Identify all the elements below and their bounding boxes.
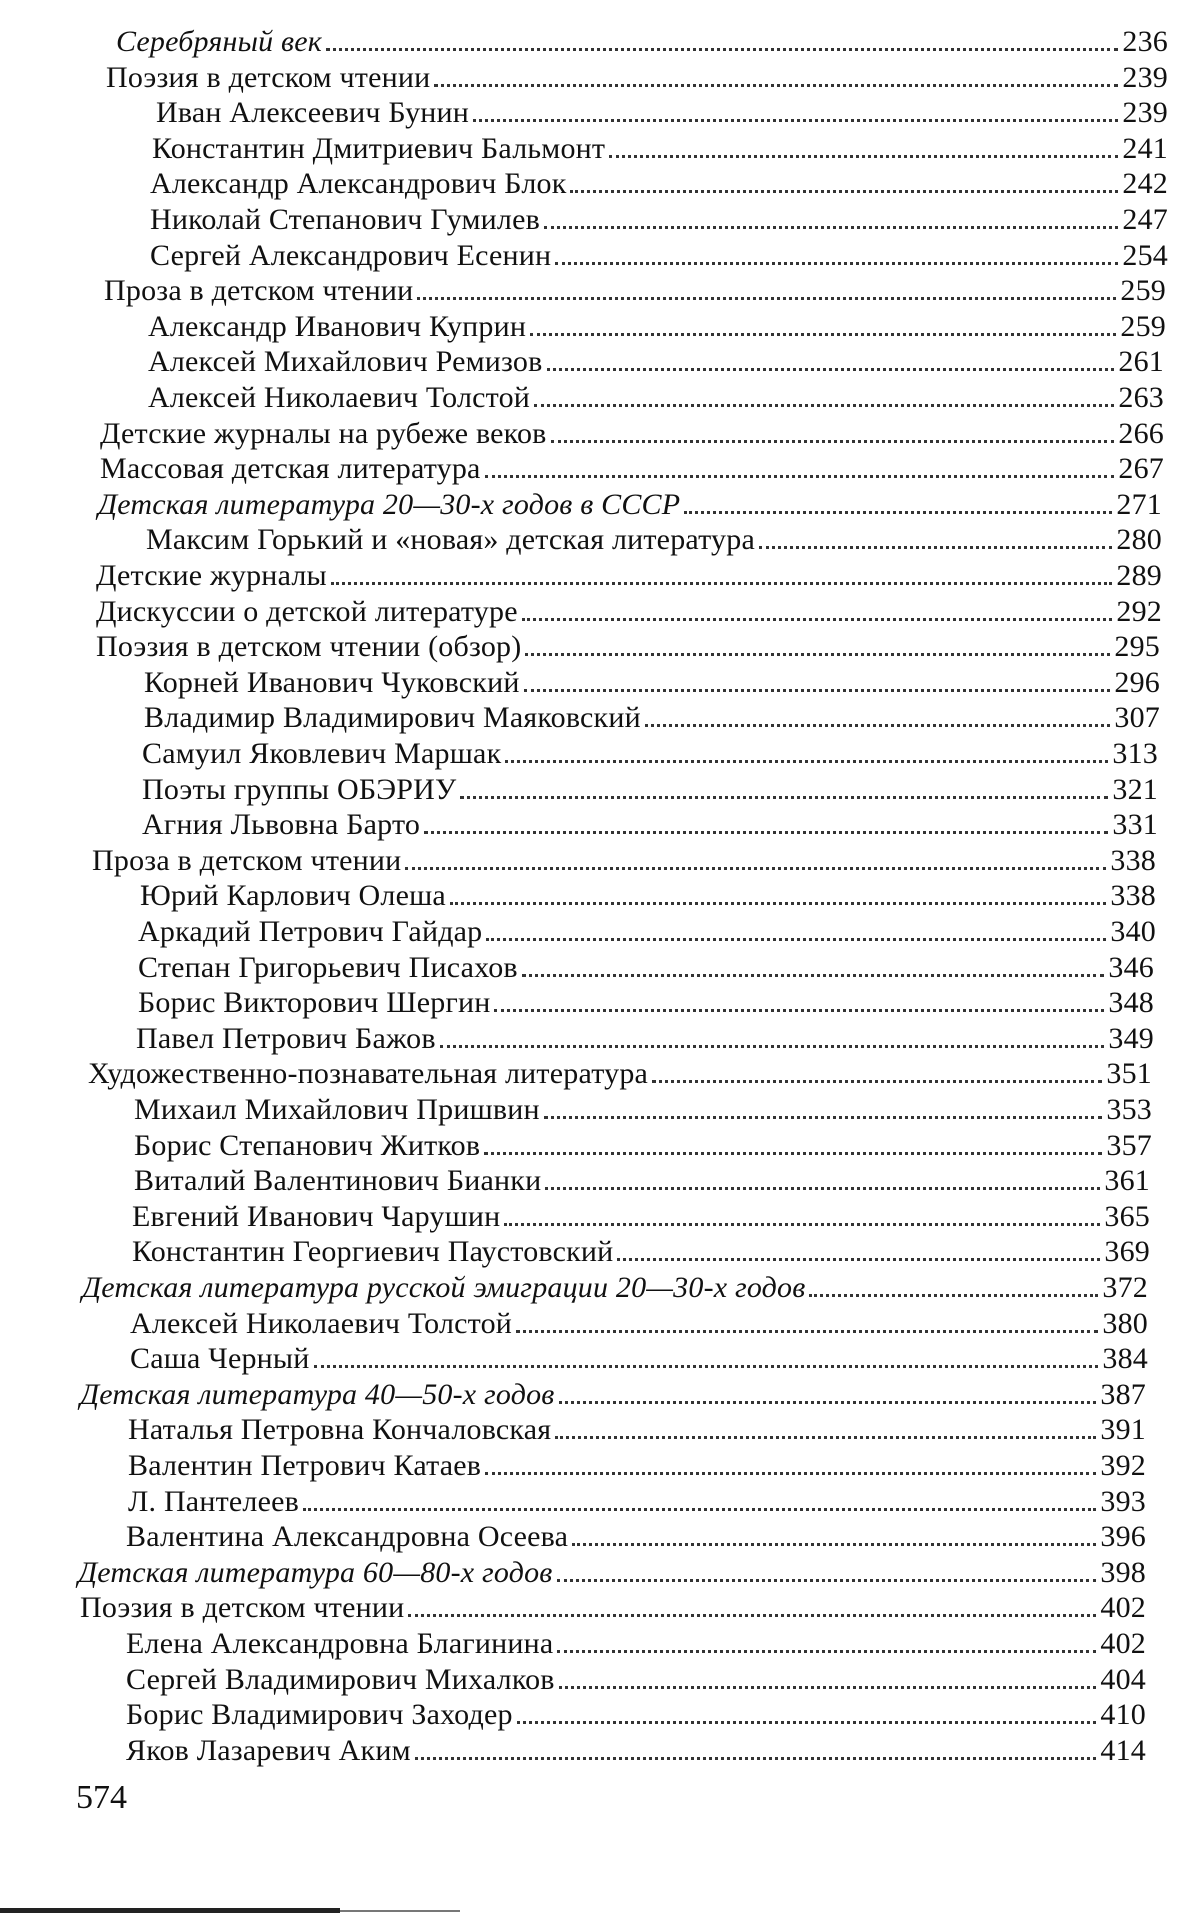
toc-entry bbox=[130, 1341, 1148, 1377]
toc-dot-leader bbox=[450, 902, 1106, 905]
toc-dot-leader bbox=[484, 1152, 1102, 1155]
toc-entry-page: 242 bbox=[1122, 167, 1168, 200]
toc-entry bbox=[144, 700, 1160, 736]
toc-entry-page: 372 bbox=[1102, 1271, 1148, 1304]
toc-dot-leader bbox=[415, 1757, 1097, 1760]
toc-dot-leader bbox=[572, 1543, 1096, 1546]
toc-dot-leader bbox=[759, 546, 1112, 549]
toc-entry-title: Николай Степанович Гумилев bbox=[150, 203, 540, 236]
toc-entry-title: Борис Владимирович Заходер bbox=[126, 1698, 513, 1731]
toc-entry-title: Максим Горький и «новая» детская литература bbox=[146, 523, 755, 556]
toc-entry-title: Поэзия в детском чтении bbox=[80, 1591, 405, 1624]
toc-entry-title: Проза в детском чтении bbox=[104, 274, 414, 307]
toc-dot-leader bbox=[485, 475, 1115, 478]
toc-entry-title: Массовая детская литература bbox=[100, 452, 481, 485]
toc-entry-page: 289 bbox=[1116, 559, 1162, 592]
toc-entry bbox=[138, 985, 1154, 1021]
toc-entry-page: 396 bbox=[1100, 1520, 1146, 1553]
toc-entry bbox=[134, 1163, 1150, 1199]
toc-dot-leader bbox=[440, 1045, 1105, 1048]
toc-dot-leader bbox=[570, 190, 1118, 193]
toc-entry-title: Елена Александровна Благинина bbox=[126, 1627, 554, 1660]
toc-entry bbox=[150, 202, 1168, 238]
toc-entry-title: Яков Лазаревич Аким bbox=[126, 1734, 411, 1767]
toc-dot-leader bbox=[557, 1650, 1096, 1653]
toc-entry-title: Сергей Владимирович Михалков bbox=[126, 1663, 555, 1696]
toc-entry-page: 380 bbox=[1102, 1307, 1148, 1340]
toc-entry bbox=[140, 878, 1156, 914]
toc-dot-leader bbox=[517, 1721, 1097, 1724]
toc-dot-leader bbox=[559, 1401, 1097, 1404]
toc-dot-leader bbox=[486, 938, 1106, 941]
toc-entry-title: Агния Львовна Барто bbox=[142, 808, 421, 841]
toc-entry-title: Павел Петрович Бажов bbox=[136, 1022, 436, 1055]
toc-entry bbox=[148, 344, 1164, 380]
toc-entry bbox=[156, 95, 1168, 131]
toc-entry bbox=[128, 1448, 1146, 1484]
toc-entry-title: Самуил Яковлевич Маршак bbox=[142, 737, 502, 770]
toc-entry-title: Валентина Александровна Осеева bbox=[126, 1520, 569, 1553]
toc-dot-leader bbox=[405, 867, 1106, 870]
toc-entry bbox=[104, 273, 1166, 309]
toc-entry-page: 296 bbox=[1114, 666, 1160, 699]
toc-dot-leader bbox=[555, 1436, 1096, 1439]
toc-entry-title: Алексей Николаевич Толстой bbox=[148, 381, 531, 414]
toc-entry bbox=[80, 1377, 1146, 1413]
toc-entry bbox=[144, 665, 1160, 701]
toc-entry-title: Борис Степанович Житков bbox=[134, 1129, 481, 1162]
toc-dot-leader bbox=[684, 511, 1112, 514]
toc-dot-leader bbox=[408, 1614, 1096, 1617]
toc-entry bbox=[126, 1697, 1146, 1733]
toc-entry bbox=[126, 1626, 1146, 1662]
toc-entry-page: 404 bbox=[1100, 1663, 1146, 1696]
toc-entry-title: Евгений Иванович Чарушин bbox=[132, 1200, 501, 1233]
toc-entry-page: 351 bbox=[1106, 1057, 1152, 1090]
toc-entry bbox=[142, 807, 1158, 843]
toc-dot-leader bbox=[516, 1330, 1098, 1333]
toc-entry-title: Детская литература 60—80-х годов bbox=[78, 1556, 553, 1589]
toc-entry-page: 410 bbox=[1100, 1698, 1146, 1731]
toc-entry bbox=[78, 1555, 1146, 1591]
toc-entry-title: Детская литература 40—50-х годов bbox=[80, 1378, 555, 1411]
toc-dot-leader bbox=[434, 84, 1118, 87]
toc-entry-title: Константин Георгиевич Паустовский bbox=[132, 1235, 614, 1268]
toc-entry bbox=[128, 1484, 1146, 1520]
toc-entry-title: Валентин Петрович Катаев bbox=[128, 1449, 482, 1482]
toc-entry bbox=[132, 1234, 1150, 1270]
toc-dot-leader bbox=[505, 760, 1108, 763]
toc-dot-leader bbox=[652, 1080, 1102, 1083]
toc-entry-title: Алексей Михайлович Ремизов bbox=[148, 345, 543, 378]
toc-entry-page: 239 bbox=[1122, 96, 1168, 129]
toc-entry-title: Сергей Александрович Есенин bbox=[150, 239, 552, 272]
toc-dot-leader bbox=[559, 1686, 1097, 1689]
toc-entry-title: Борис Викторович Шергин bbox=[138, 986, 491, 1019]
toc-dot-leader bbox=[555, 262, 1118, 265]
toc-entry bbox=[126, 1733, 1146, 1769]
toc-entry-page: 254 bbox=[1122, 239, 1168, 272]
toc-entry bbox=[138, 950, 1154, 986]
toc-entry-page: 271 bbox=[1116, 488, 1162, 521]
toc-dot-leader bbox=[551, 440, 1115, 443]
toc-entry bbox=[96, 629, 1160, 665]
toc-entry-title: Саша Черный bbox=[130, 1342, 310, 1375]
toc-entry bbox=[88, 1056, 1152, 1092]
toc-entry-title: Михаил Михайлович Пришвин bbox=[134, 1093, 540, 1126]
page-number: 574 bbox=[76, 1779, 127, 1816]
toc-entry bbox=[132, 1199, 1150, 1235]
toc-entry-title: Поэзия в детском чтении (обзор) bbox=[96, 630, 522, 663]
toc-entry bbox=[82, 1270, 1148, 1306]
toc-entry-page: 267 bbox=[1118, 452, 1164, 485]
toc-entry-page: 259 bbox=[1120, 310, 1166, 343]
toc-dot-leader bbox=[547, 368, 1115, 371]
toc-entry-page: 387 bbox=[1100, 1378, 1146, 1411]
toc-entry-page: 402 bbox=[1100, 1627, 1146, 1660]
toc-entry bbox=[126, 1519, 1146, 1555]
toc-entry-title: Л. Пантелеев bbox=[128, 1485, 299, 1518]
toc-dot-leader bbox=[473, 119, 1118, 122]
toc-entry-title: Детские журналы на рубеже веков bbox=[100, 417, 547, 450]
toc-entry-title: Детские журналы bbox=[96, 559, 327, 592]
toc-dot-leader bbox=[303, 1508, 1096, 1511]
bottom-rule-extension bbox=[340, 1910, 460, 1912]
toc-entry bbox=[96, 594, 1162, 630]
toc-entry bbox=[146, 522, 1162, 558]
toc-entry-page: 391 bbox=[1100, 1413, 1146, 1446]
toc-entry-page: 280 bbox=[1116, 523, 1162, 556]
toc-dot-leader bbox=[530, 333, 1116, 336]
toc-entry-page: 321 bbox=[1112, 773, 1158, 806]
bottom-rule bbox=[0, 1908, 340, 1913]
toc-entry-title: Алексей Николаевич Толстой bbox=[130, 1307, 513, 1340]
toc-dot-leader bbox=[524, 689, 1111, 692]
toc-entry-title: Наталья Петровна Кончаловская bbox=[128, 1413, 552, 1446]
toc-dot-leader bbox=[809, 1294, 1098, 1297]
toc-entry-title: Виталий Валентинович Бианки bbox=[134, 1164, 542, 1197]
toc-entry bbox=[96, 558, 1162, 594]
toc-dot-leader bbox=[331, 582, 1113, 585]
toc-dot-leader bbox=[544, 226, 1118, 229]
toc-entry-title: Детская литература 20—30-х годов в СССР bbox=[98, 488, 681, 521]
toc-entry bbox=[150, 166, 1168, 202]
toc-entry-title: Аркадий Петрович Гайдар bbox=[138, 915, 483, 948]
toc-entry bbox=[126, 1662, 1146, 1698]
toc-entry bbox=[152, 131, 1168, 167]
toc-dot-leader bbox=[522, 974, 1105, 977]
toc-entry-title: Серебряный век bbox=[116, 25, 322, 58]
toc-entry-page: 338 bbox=[1110, 879, 1156, 912]
toc-entry-page: 261 bbox=[1118, 345, 1164, 378]
toc-dot-leader bbox=[645, 724, 1111, 727]
toc-entry-title: Поэты группы ОБЭРИУ bbox=[142, 773, 457, 806]
toc-entry-page: 236 bbox=[1122, 25, 1168, 58]
toc-entry-title: Александр Александрович Блок bbox=[150, 167, 567, 200]
toc-dot-leader bbox=[609, 155, 1118, 158]
toc-entry-page: 393 bbox=[1100, 1485, 1146, 1518]
toc-entry bbox=[148, 380, 1164, 416]
toc-dot-leader bbox=[326, 48, 1118, 51]
toc-entry-page: 365 bbox=[1104, 1200, 1150, 1233]
toc-entry-page: 348 bbox=[1108, 986, 1154, 1019]
toc-entry-page: 307 bbox=[1114, 701, 1160, 734]
toc-entry bbox=[128, 1412, 1146, 1448]
toc-entry-page: 340 bbox=[1110, 915, 1156, 948]
toc-entry bbox=[116, 24, 1168, 60]
toc-entry-title: Дискуссии о детской литературе bbox=[96, 595, 518, 628]
toc-entry-page: 369 bbox=[1104, 1235, 1150, 1268]
toc-entry-page: 331 bbox=[1112, 808, 1158, 841]
toc-entry-page: 346 bbox=[1108, 951, 1154, 984]
toc-dot-leader bbox=[424, 831, 1108, 834]
toc-entry-title: Юрий Карлович Олеша bbox=[140, 879, 446, 912]
toc-entry-title: Константин Дмитриевич Бальмонт bbox=[152, 132, 606, 165]
toc-entry-title: Проза в детском чтении bbox=[92, 844, 402, 877]
table-of-contents bbox=[0, 24, 1200, 1794]
toc-entry-title: Иван Алексеевич Бунин bbox=[156, 96, 470, 129]
toc-dot-leader bbox=[494, 1009, 1104, 1012]
toc-entry bbox=[142, 772, 1158, 808]
toc-entry-page: 338 bbox=[1110, 844, 1156, 877]
toc-entry bbox=[100, 416, 1164, 452]
toc-dot-leader bbox=[557, 1579, 1097, 1582]
toc-entry-page: 266 bbox=[1118, 417, 1164, 450]
toc-entry bbox=[134, 1092, 1152, 1128]
toc-entry-page: 349 bbox=[1108, 1022, 1154, 1055]
toc-entry-page: 353 bbox=[1106, 1093, 1152, 1126]
toc-entry bbox=[92, 843, 1156, 879]
toc-dot-leader bbox=[534, 404, 1114, 407]
toc-entry-page: 292 bbox=[1116, 595, 1162, 628]
toc-entry bbox=[136, 1021, 1154, 1057]
toc-dot-leader bbox=[617, 1258, 1100, 1261]
toc-entry-page: 414 bbox=[1100, 1734, 1146, 1767]
toc-dot-leader bbox=[314, 1365, 1099, 1368]
toc-entry bbox=[106, 60, 1168, 96]
toc-entry-page: 392 bbox=[1100, 1449, 1146, 1482]
toc-entry-title: Художественно-познавательная литература bbox=[88, 1057, 649, 1090]
toc-dot-leader bbox=[485, 1472, 1096, 1475]
toc-entry-title: Детская литература русской эмиграции 20—30-х годов bbox=[82, 1271, 806, 1304]
toc-entry bbox=[142, 736, 1158, 772]
toc-entry-title: Александр Иванович Куприн bbox=[148, 310, 527, 343]
toc-entry bbox=[150, 238, 1168, 274]
toc-entry bbox=[98, 487, 1162, 523]
toc-entry-title: Поэзия в детском чтении bbox=[106, 61, 431, 94]
toc-entry-title: Корней Иванович Чуковский bbox=[144, 666, 520, 699]
toc-entry-page: 402 bbox=[1100, 1591, 1146, 1624]
toc-entry-page: 384 bbox=[1102, 1342, 1148, 1375]
toc-entry-page: 398 bbox=[1100, 1556, 1146, 1589]
toc-entry bbox=[80, 1590, 1146, 1626]
toc-entry bbox=[148, 309, 1166, 345]
toc-dot-leader bbox=[460, 796, 1108, 799]
toc-dot-leader bbox=[525, 653, 1110, 656]
toc-entry bbox=[138, 914, 1156, 950]
toc-entry-title: Владимир Владимирович Маяковский bbox=[144, 701, 641, 734]
toc-entry-page: 259 bbox=[1120, 274, 1166, 307]
toc-entry bbox=[130, 1306, 1148, 1342]
toc-entry-page: 239 bbox=[1122, 61, 1168, 94]
toc-entry-page: 247 bbox=[1122, 203, 1168, 236]
toc-dot-leader bbox=[417, 297, 1116, 300]
toc-dot-leader bbox=[522, 618, 1113, 621]
toc-entry-page: 263 bbox=[1118, 381, 1164, 414]
toc-dot-leader bbox=[504, 1223, 1100, 1226]
toc-entry bbox=[134, 1128, 1152, 1164]
toc-entry bbox=[100, 451, 1164, 487]
toc-entry-page: 361 bbox=[1104, 1164, 1150, 1197]
toc-entry-page: 241 bbox=[1122, 132, 1168, 165]
toc-dot-leader bbox=[544, 1116, 1103, 1119]
toc-entry-page: 357 bbox=[1106, 1129, 1152, 1162]
toc-dot-leader bbox=[545, 1187, 1100, 1190]
toc-entry-title: Степан Григорьевич Писахов bbox=[138, 951, 518, 984]
toc-entry-page: 313 bbox=[1112, 737, 1158, 770]
toc-entry-page: 295 bbox=[1114, 630, 1160, 663]
